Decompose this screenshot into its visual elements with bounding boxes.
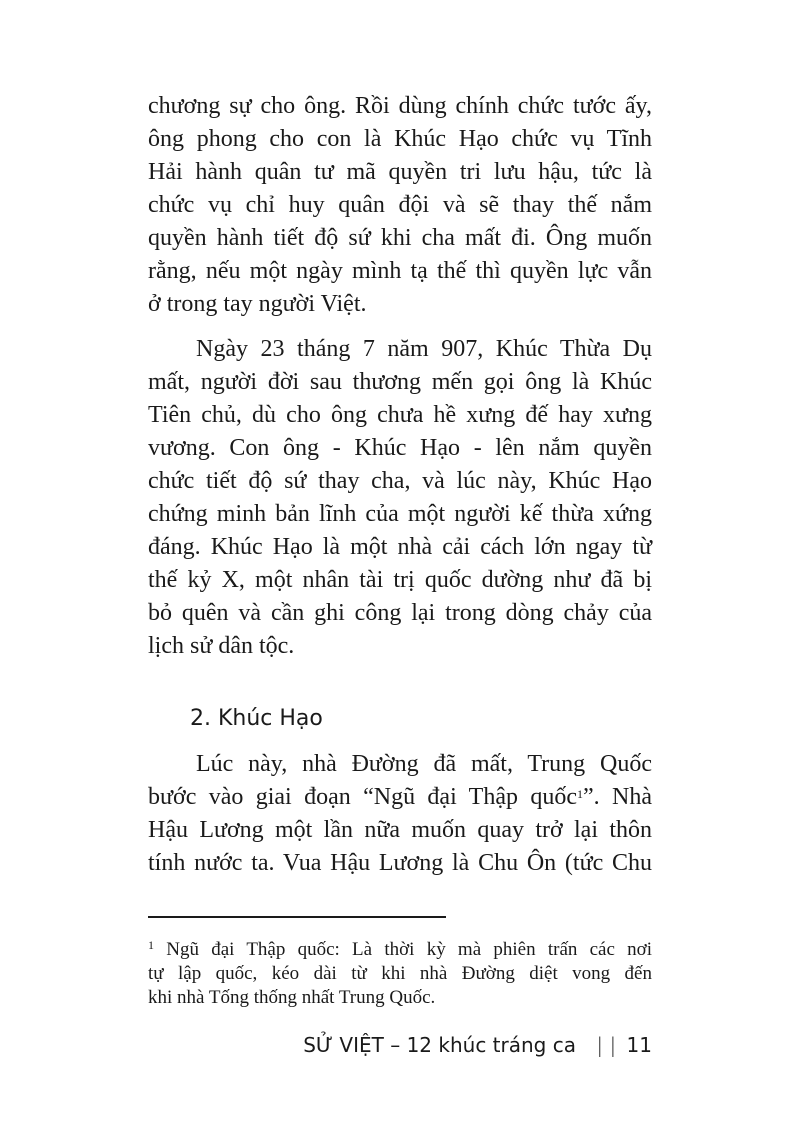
- text-line: vương. Con ông - Khúc Hạo - lên nắm quyền: [148, 435, 652, 461]
- book-title: SỬ VIỆT – 12 khúc tráng ca: [303, 1033, 576, 1057]
- footer-separator: | |: [596, 1033, 617, 1057]
- text-line: thế kỷ X, một nhân tài trị quốc dường như đã bị: [148, 567, 652, 593]
- footnote-line: [148, 938, 652, 961]
- footnote-marker: 1: [148, 938, 154, 952]
- text-line: Hậu Lương một lần nữa muốn quay trở lại thôn: [148, 817, 652, 843]
- text-line: ở trong tay người Việt.: [148, 291, 367, 317]
- footnote-divider: [148, 916, 446, 918]
- text-line: Hải hành quân tư mã quyền tri lưu hậu, tức là: [148, 159, 652, 185]
- footnote-line: khi nhà Tống thống nhất Trung Quốc.: [148, 987, 436, 1008]
- text-line: quyền hành tiết độ sứ khi cha mất đi. Ông muốn: [148, 225, 652, 251]
- footnote-text: Ngũ đại Thập quốc: Là thời kỳ mà phiên trấn các nơi: [154, 939, 652, 960]
- page-footer: [303, 1030, 652, 1060]
- text-line: chức tiết độ sứ thay cha, và lúc này, Khúc Hạo: [148, 468, 652, 494]
- text-line: tính nước ta. Vua Hậu Lương là Chu Ôn (tức Chu: [148, 850, 652, 876]
- text-line: Lúc này, nhà Đường đã mất, Trung Quốc: [196, 751, 652, 777]
- text-line: [148, 781, 652, 814]
- page-number: 11: [626, 1033, 652, 1057]
- text-span: bước vào giai đoạn “Ngũ đại Thập quốc: [148, 784, 577, 810]
- text-line: mất, người đời sau thương mến gọi ông là Khúc: [148, 369, 652, 395]
- text-line: đáng. Khúc Hạo là một nhà cải cách lớn ngay từ: [148, 534, 652, 560]
- text-span: ”. Nhà: [583, 784, 652, 810]
- text-line: chức vụ chỉ huy quân đội và sẽ thay thế nắm: [148, 192, 652, 218]
- text-line: Ngày 23 tháng 7 năm 907, Khúc Thừa Dụ: [196, 336, 652, 362]
- text-line: Tiên chủ, dù cho ông chưa hề xưng đế hay xưng: [148, 402, 652, 428]
- text-line: chứng minh bản lĩnh của một người kế thừa xứng: [148, 501, 652, 527]
- footnote-reference[interactable]: 1: [577, 787, 583, 801]
- text-line: chương sự cho ông. Rồi dùng chính chức tước ấy,: [148, 93, 652, 119]
- section-heading: 2. Khúc Hạo: [190, 706, 323, 731]
- text-line: bỏ quên và cần ghi công lại trong dòng chảy của: [148, 600, 652, 626]
- text-line: rằng, nếu một ngày mình tạ thế thì quyền lực vẫn: [148, 258, 652, 284]
- text-line: ông phong cho con là Khúc Hạo chức vụ Tĩnh: [148, 126, 652, 152]
- text-line: lịch sử dân tộc.: [148, 633, 295, 659]
- footnote-line: tự lập quốc, kéo dài từ khi nhà Đường diệt vong đến: [148, 963, 652, 984]
